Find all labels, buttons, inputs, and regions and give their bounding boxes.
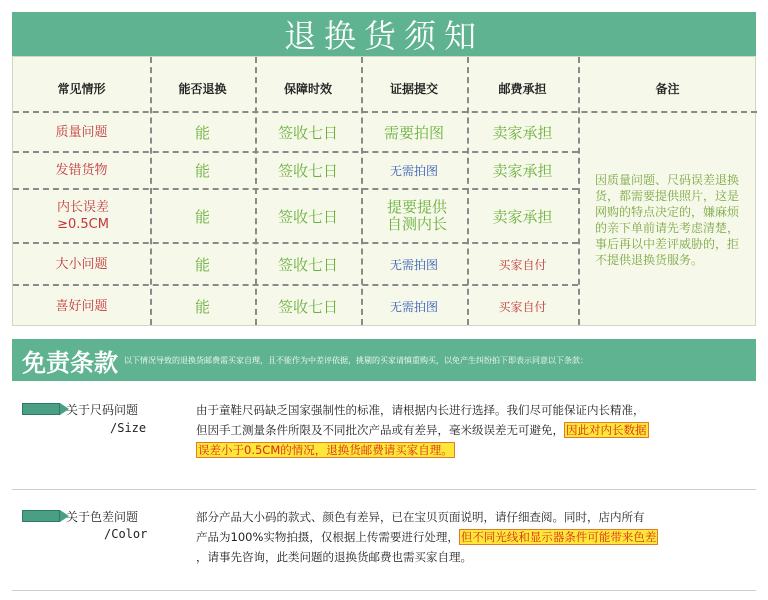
evidence-cell: 无需拍图 — [389, 299, 438, 314]
evidence-cell: 无需拍图 — [389, 257, 438, 272]
color-highlight: 但不同光线和显示器条件可能带来色差 — [460, 530, 657, 544]
return-policy-table — [12, 56, 756, 326]
size-clause — [196, 400, 752, 460]
case-cell: 质量问题 — [55, 124, 108, 140]
notes-cell: 因质量问题、尺码误差退换货，都需要提供照片，这是网购的特点决定的，嫌麻烦的亲下单前请先考虑清楚，事后再以中差评威胁的，拒不提供退换货服务。 — [595, 172, 740, 267]
case-cell: 发错货物 — [55, 162, 108, 178]
section-divider — [12, 590, 756, 591]
topic-color: 关于色差问题 — [66, 510, 139, 524]
case-cell: 喜好问题 — [55, 298, 108, 314]
period-cell: 签收七日 — [277, 161, 338, 180]
color-clause-line-1: 部分产品大小码的款式、颜色有差异，已在宝贝页面说明，请仔细查阅。同时，店内所有 — [196, 510, 645, 524]
case-cell: 大小问题 — [55, 256, 108, 272]
size-clause-text: 但因手工测量条件所限及不同批次产品或有差异，毫米级误差无可避免， — [196, 423, 564, 437]
topic-color-en: /Color — [104, 527, 148, 541]
color-clause-line-3: ，请事先咨询，此类问题的退换货邮费也需买家自理。 — [196, 550, 472, 564]
postage-cell: 买家自付 — [498, 299, 547, 314]
postage-cell: 卖家承担 — [492, 161, 553, 180]
disclaimer-banner — [12, 339, 756, 381]
size-clause-line-3 — [196, 440, 752, 460]
postage-cell: 买家自付 — [498, 257, 547, 272]
page-title: 退换货须知 — [283, 17, 484, 55]
period-cell: 签收七日 — [277, 207, 338, 226]
size-clause-line-2 — [196, 420, 752, 440]
header-evidence: 证据提交 — [389, 81, 438, 96]
case-cell: 内长误差≥0.5CM — [56, 200, 109, 232]
section-divider — [12, 489, 756, 490]
period-cell: 签收七日 — [277, 255, 338, 274]
size-highlight-1: 因此对内长数据 — [566, 423, 647, 437]
returnable-cell: 能 — [194, 123, 210, 142]
postage-cell: 卖家承担 — [492, 207, 553, 226]
color-clause-text: 产品为100%实物拍摄，仅根据上传需要进行处理， — [196, 530, 459, 544]
topic-size-en: /Size — [110, 421, 147, 435]
evidence-cell: 提要提供自测内长 — [386, 198, 447, 233]
arrow-marker-icon — [22, 403, 60, 415]
period-cell: 签收七日 — [277, 297, 338, 316]
returnable-cell: 能 — [194, 255, 210, 274]
topic-size: 关于尺码问题 — [66, 403, 139, 417]
returnable-cell: 能 — [194, 207, 210, 226]
size-clause-line-1: 由于童鞋尺码缺乏国家强制性的标准，请根据内长进行选择。我们尽可能保证内长精准， — [196, 403, 645, 417]
header-returnable: 能否退换 — [178, 81, 227, 96]
header-postage: 邮费承担 — [498, 81, 547, 96]
arrow-marker-icon — [22, 510, 60, 522]
disclaimer-title: 免责条款 — [22, 348, 118, 377]
header-notes: 备注 — [655, 81, 680, 96]
color-clause-line-2 — [196, 527, 752, 547]
evidence-cell: 需要拍图 — [383, 123, 444, 142]
returnable-cell: 能 — [194, 161, 210, 180]
period-cell: 签收七日 — [277, 123, 338, 142]
evidence-cell: 无需拍图 — [389, 163, 438, 178]
color-clause — [196, 507, 752, 567]
disclaimer-subtitle: 以下情况导致的退换货邮费需买家自理，且不能作为中差评依据，挑剔的买家请慎重购买，以免产生纠纷拍下即表示同意以下条款： — [124, 355, 588, 365]
returnable-cell: 能 — [194, 297, 210, 316]
header-period: 保障时效 — [283, 81, 332, 96]
header-case: 常见情形 — [57, 81, 106, 96]
size-highlight-2: 误差小于0.5CM的情况，退换货邮费请买家自理。 — [198, 443, 453, 457]
postage-cell: 卖家承担 — [492, 123, 553, 142]
title-banner — [12, 12, 756, 56]
